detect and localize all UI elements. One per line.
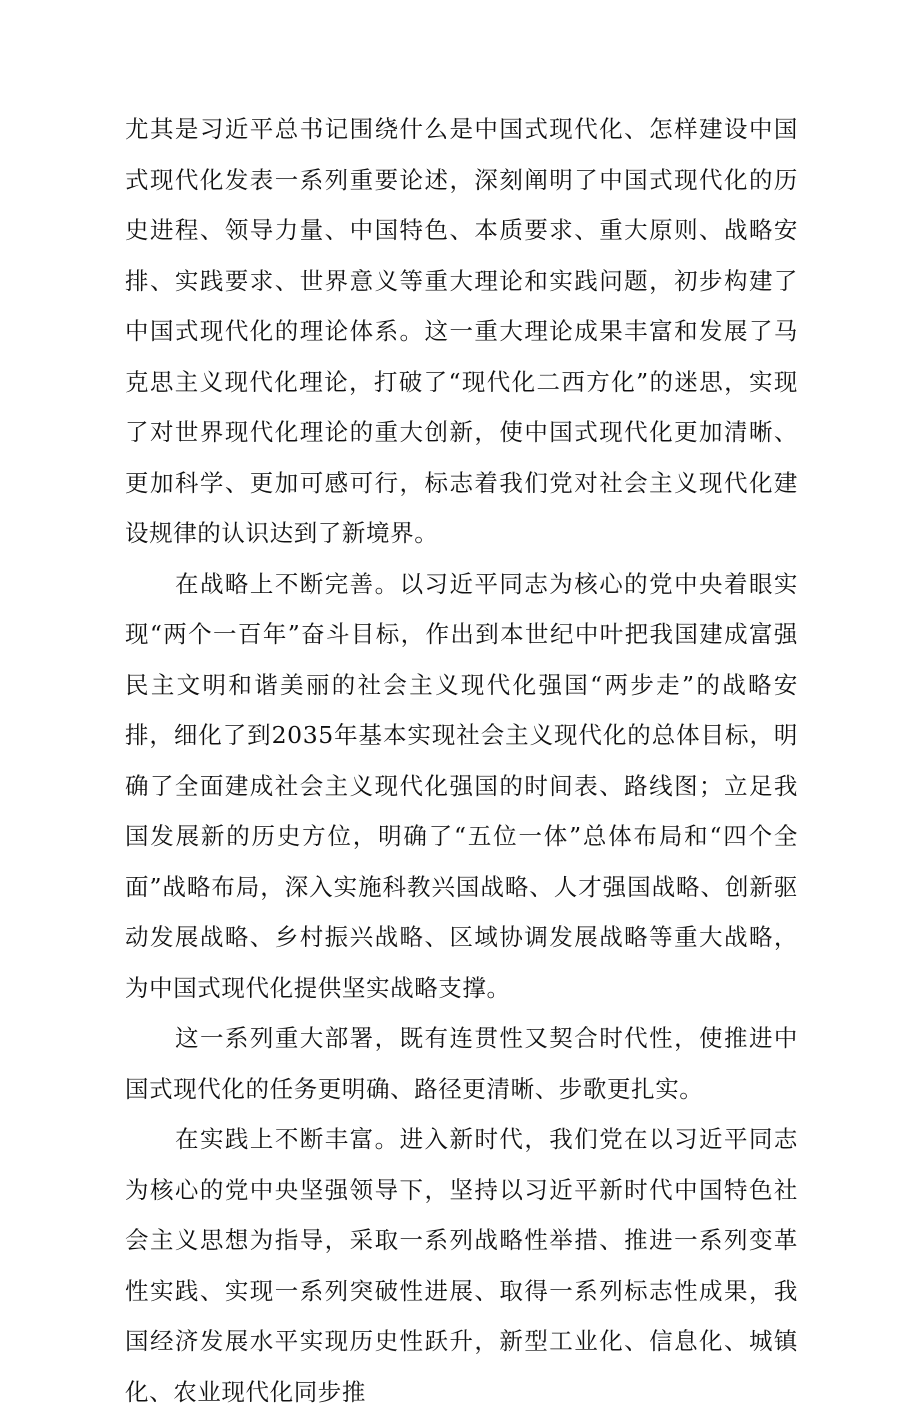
paragraph-continuation: 尤其是习近平总书记围绕什么是中国式现代化、怎样建设中国式现代化发表一系列重要论述，深刻阐明了中国式现代化的历史进程、领导力量、中国特色、本质要求、重大原则、战略安排、实践要求、世界意义等重大理论和实践问题，初步构建了中国式现代化的理论体系。这一重大理论成果丰富和发展了马克思主义现代化理论，打破了“现代化二西方化”的迷思，实现了对世界现代化理论的重大创新，使中国式现代化更加清晰、更加科学、更加可感可行，标志着我们党对社会主义现代化建设规律的认识达到了新境界。	[125, 115, 798, 547]
paragraph-deployment: 这一系列重大部署，既有连贯性又契合时代性，使推进中国式现代化的任务更明确、路径更清晰、步歌更扎实。	[125, 1024, 798, 1103]
paragraph-strategy: 在战略上不断完善。以习近平同志为核心的党中央着眼实现“两个一百年”奋斗目标，作出到本世纪中叶把我国建成富强民主文明和谐美丽的社会主义现代化强国“两步走”的战略安排，细化了到2035年基本实现社会主义现代化的总体目标，明确了全面建成社会主义现代化强国的时间表、路线图；立足我国发展新的历史方位，明确了“五位一体”总体布局和“四个全面”战略布局，深入实施科教兴国战略、人才强国战略、创新驱动发展战略、乡村振兴战略、区域协调发展战略等重大战略，为中国式现代化提供坚实战略支撑。	[125, 569, 798, 1002]
document-body	[125, 104, 798, 1417]
paragraph-practice: 在实践上不断丰富。进入新时代，我们党在以习近平同志为核心的党中央坚强领导下，坚持以习近平新时代中国特色社会主义思想为指导，采取一系列战略性举措、推进一系列变革性实践、实现一系列突破性进展、取得一系列标志性成果，我国经济发展水平实现历史性跃升，新型工业化、信息化、城镇化、农业现代化同步推	[125, 1125, 798, 1406]
